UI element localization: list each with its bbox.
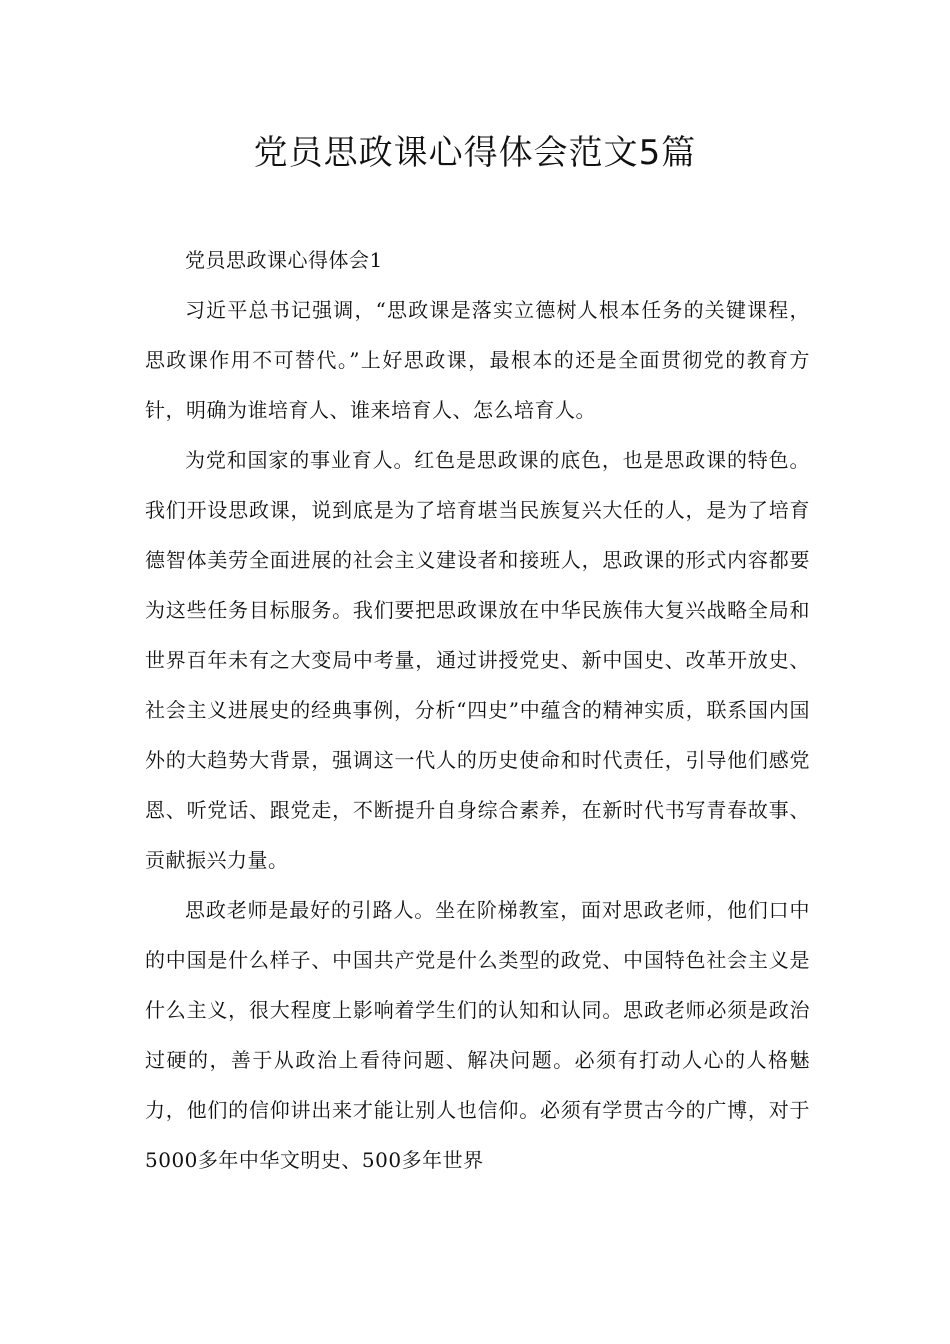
paragraph: 为党和国家的事业育人。红色是思政课的底色，也是思政课的特色。我们开设思政课，说到底是为了培育堪当民族复兴大任的人，是为了培育德智体美劳全面进展的社会主义建设者和接班人，思政课的形式内容都要为这些任务目标服务。我们要把思政课放在中华民族伟大复兴战略全局和世界百年未有之大变局中考量，通过讲授党史、新中国史、改革开放史、社会主义进展史的经典事例，分析“四史”中蕴含的精神实质，联系国内国外的大趋势大背景，强调这一代人的历史使命和时代责任，引导他们感党恩、听党话、跟党走，不断提升自身综合素养，在新时代书写青春故事、贡献振兴力量。 [145,448,810,872]
document-title: 党员思政课心得体会范文5篇 [253,133,697,173]
document-body [145,235,810,1185]
paragraph: 思政老师是最好的引路人。坐在阶梯教室，面对思政老师，他们口中的中国是什么样子、中国共产党是什么类型的政党、中国特色社会主义是什么主义，很大程度上影响着学生们的认知和认同。思政老师必须是政治过硬的，善于从政治上看待问题、解决问题。必须有打动人心的人格魅力，他们的信仰讲出来才能让别人也信仰。必须有学贯古今的广博，对于5000多年中华文明史、500多年世界 [145,898,810,1172]
section-heading: 党员思政课心得体会1 [185,248,383,272]
paragraph: 习近平总书记强调，“思政课是落实立德树人根本任务的关键课程，思政课作用不可替代。”上好思政课，最根本的还是全面贯彻党的教育方针，明确为谁培育人、谁来培育人、怎么培育人。 [145,298,810,422]
